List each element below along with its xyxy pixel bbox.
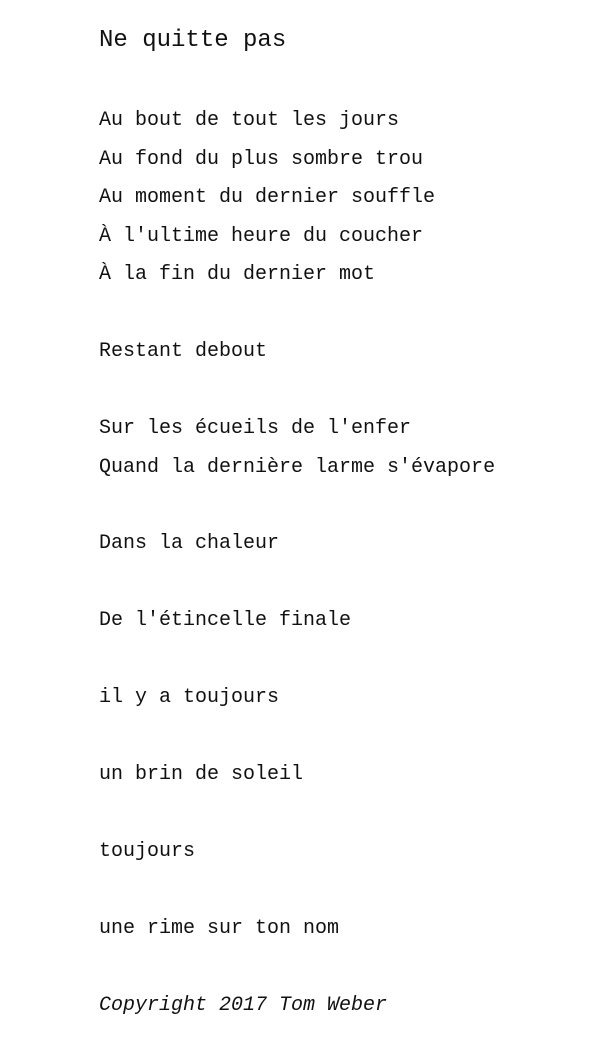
poem-line: Au fond du plus sombre trou (99, 148, 424, 171)
poem-line: Sur les écueils de l'enfer (99, 417, 412, 440)
poem-line: Restant debout (99, 340, 268, 363)
poem-page (99, 0, 606, 1056)
poem-line: Dans la chaleur (99, 532, 280, 555)
poem-line: toujours (99, 840, 196, 863)
poem-line: un brin de soleil (99, 763, 304, 786)
poem-title: Ne quitte pas (99, 27, 287, 54)
poem-line: Au moment du dernier souffle (99, 186, 436, 209)
poem-line: il y a toujours (99, 686, 280, 709)
poem-line: Quand la dernière larme s'évapore (99, 456, 496, 479)
copyright-notice: Copyright 2017 Tom Weber (99, 994, 388, 1017)
poem-line: Au bout de tout les jours (99, 109, 400, 132)
poem-line: À la fin du dernier mot (99, 263, 376, 286)
poem-line: À l'ultime heure du coucher (99, 225, 424, 248)
poem-line: une rime sur ton nom (99, 917, 340, 940)
poem-line: De l'étincelle finale (99, 609, 352, 632)
